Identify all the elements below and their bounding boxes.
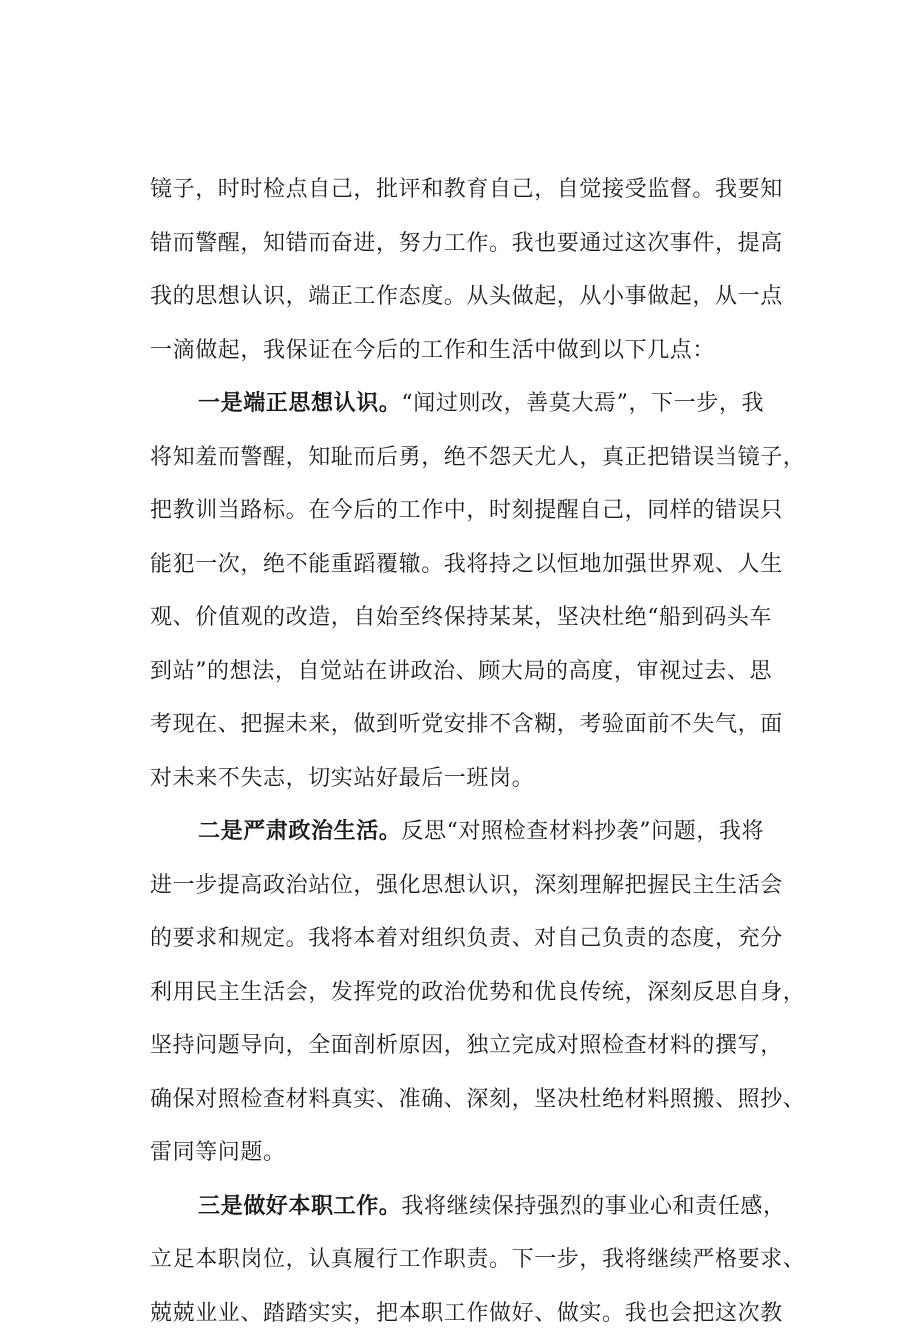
text-line: 确保对照检查材料真实、准确、深刻，坚决杜绝材料照搬、照抄、 — [150, 1073, 800, 1127]
text-line: 将知羞而警醒，知耻而后勇，绝不怨天尤人，真正把错误当镜子， — [150, 431, 800, 485]
text-line: 考现在、把握未来，做到听党安排不含糊，考验面前不失气，面 — [150, 698, 800, 752]
document-page — [150, 163, 800, 1340]
point-heading: 二是严肃政治生活。 — [198, 819, 401, 844]
paragraph-point-3 — [150, 1180, 800, 1340]
text-line: 兢兢业业、踏踏实实，把本职工作做好、做实。我也会把这次教 — [150, 1287, 800, 1340]
text-line: 到站”的想法，自觉站在讲政治、顾大局的高度，审视过去、思 — [150, 645, 800, 699]
text-line — [150, 805, 800, 859]
text-line: 立足本职岗位，认真履行工作职责。下一步，我将继续严格要求、 — [150, 1233, 800, 1287]
text-line: 镜子，时时检点自己，批评和教育自己，自觉接受监督。我要知 — [150, 163, 800, 217]
text-line: 我的思想认识，端正工作态度。从头做起，从小事做起，从一点 — [150, 270, 800, 324]
text-line: 利用民主生活会，发挥党的政治优势和优良传统，深刻反思自身， — [150, 966, 800, 1020]
paragraph-intro — [150, 163, 800, 377]
paragraph-point-2 — [150, 805, 800, 1180]
text-line: 一滴做起，我保证在今后的工作和生活中做到以下几点： — [150, 324, 800, 378]
text-line: 把教训当路标。在今后的工作中，时刻提醒自己，同样的错误只 — [150, 484, 800, 538]
text-line: 的要求和规定。我将本着对组织负责、对自己负责的态度，充分 — [150, 912, 800, 966]
text-line: 雷同等问题。 — [150, 1126, 800, 1180]
text-line: 观、价值观的改造，自始至终保持某某，坚决杜绝“船到码头车 — [150, 591, 800, 645]
text-run: 反思“对照检查材料抄袭”问题，我将 — [401, 819, 764, 844]
text-run: “闻过则改，善莫大焉”，下一步，我 — [401, 391, 764, 416]
paragraph-point-1 — [150, 377, 800, 805]
point-heading: 三是做好本职工作。 — [198, 1194, 401, 1219]
text-line: 能犯一次，绝不能重蹈覆辙。我将持之以恒地加强世界观、人生 — [150, 538, 800, 592]
text-line — [150, 1180, 800, 1234]
text-line: 错而警醒，知错而奋进，努力工作。我也要通过这次事件，提高 — [150, 217, 800, 271]
text-line — [150, 377, 800, 431]
text-line: 对未来不失志，切实站好最后一班岗。 — [150, 752, 800, 806]
point-heading: 一是端正思想认识。 — [198, 391, 401, 416]
text-line: 进一步提高政治站位，强化思想认识，深刻理解把握民主生活会 — [150, 859, 800, 913]
text-run: 我将继续保持强烈的事业心和责任感， — [401, 1194, 785, 1219]
text-line: 坚持问题导向，全面剖析原因，独立完成对照检查材料的撰写， — [150, 1019, 800, 1073]
